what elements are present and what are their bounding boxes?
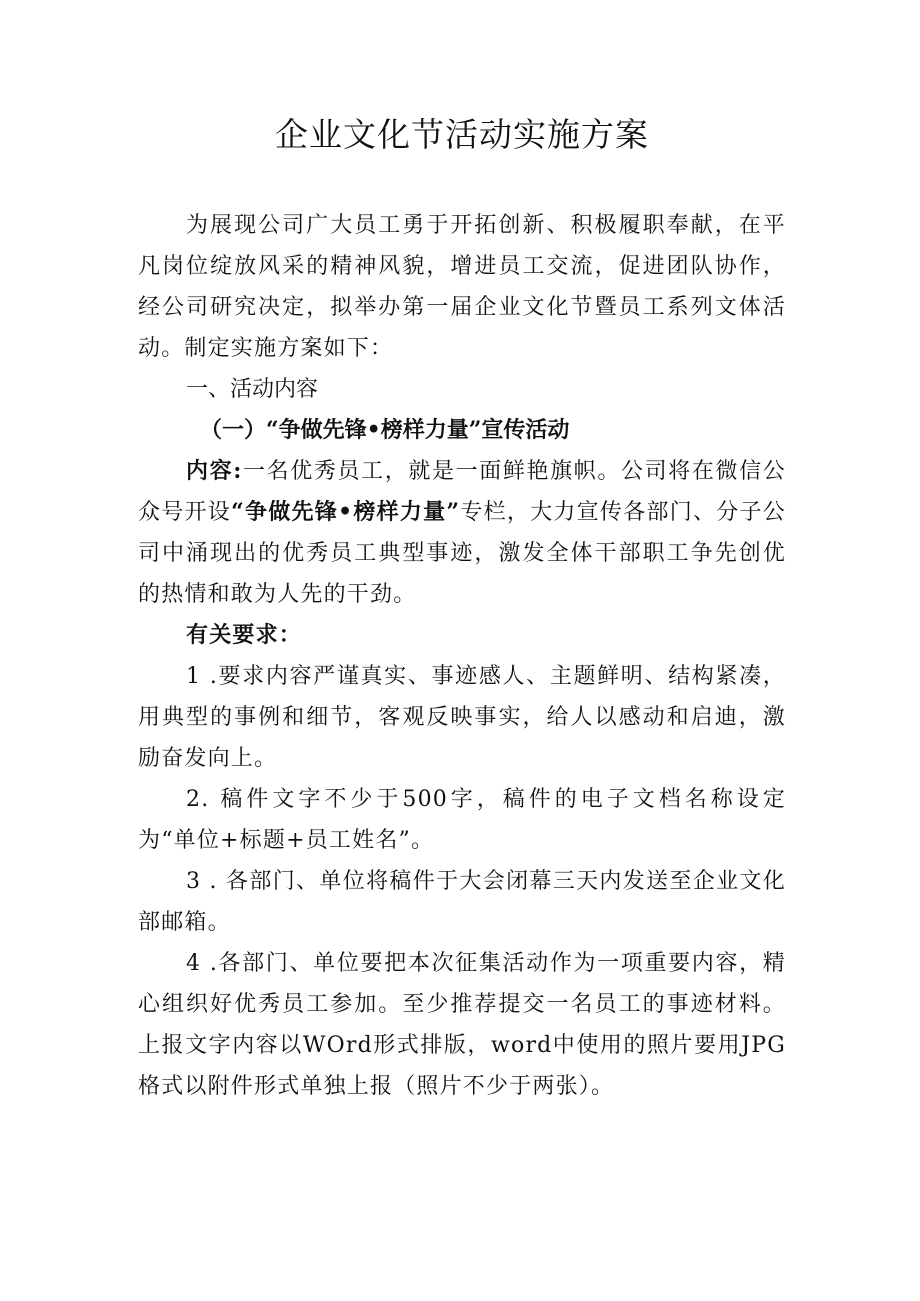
content-text-part-1: 一名优秀员工，就是一面鲜艳旗帜。公司将在微信公众号开设 <box>138 459 786 525</box>
document-title: 企业文化节活动实施方案 <box>275 115 649 154</box>
content-highlight: “争做先锋•榜样力量” <box>231 499 461 525</box>
subsection-heading-publicity: （一）“争做先锋•榜样力量”宣传活动 <box>200 417 570 443</box>
requirement-item-4: 4 .各部门、单位要把本次征集活动作为一项重要内容，精心组织好优秀员工参加。至少推荐提交一名员工的事迹材料。上报文字内容以WOrd形式排版，word中使用的照片要用JPG格式以附件形式单独上报（照片不少于两张）。 <box>138 951 786 1099</box>
intro-paragraph: 为展现公司广大员工勇于开拓创新、积极履职奉献，在平凡岗位绽放风采的精神风貌，增进员工交流，促进团队协作，经公司研究决定，拟举办第一届企业文化节暨员工系列文体活动。制定实施方案如下： <box>138 213 786 361</box>
requirement-item-3: 3 . 各部门、单位将稿件于大会闭幕三天内发送至企业文化部邮箱。 <box>138 869 786 935</box>
document-body <box>138 205 786 1107</box>
requirement-item-2: 2. 稿件文字不少于500字，稿件的电子文档名称设定为“单位+标题+员工姓名”。 <box>138 787 786 853</box>
requirements-heading: 有关要求： <box>186 622 303 648</box>
section-heading-activity-content: 一、活动内容 <box>186 377 319 402</box>
requirement-item-1: 1 .要求内容严谨真实、事迹感人、主题鲜明、结构紧凑，用典型的事例和细节，客观反映事实，给人以感动和启迪，激励奋发向上。 <box>138 664 786 771</box>
content-text-part-2: 专栏，大力宣传各部门、分子公司中涌现出的优秀员工典型事迹，激发全体干部职工争先创优的热情和敢为人先的干劲。 <box>138 500 786 607</box>
content-label: 内容: <box>186 458 243 484</box>
content-paragraph <box>138 451 786 615</box>
